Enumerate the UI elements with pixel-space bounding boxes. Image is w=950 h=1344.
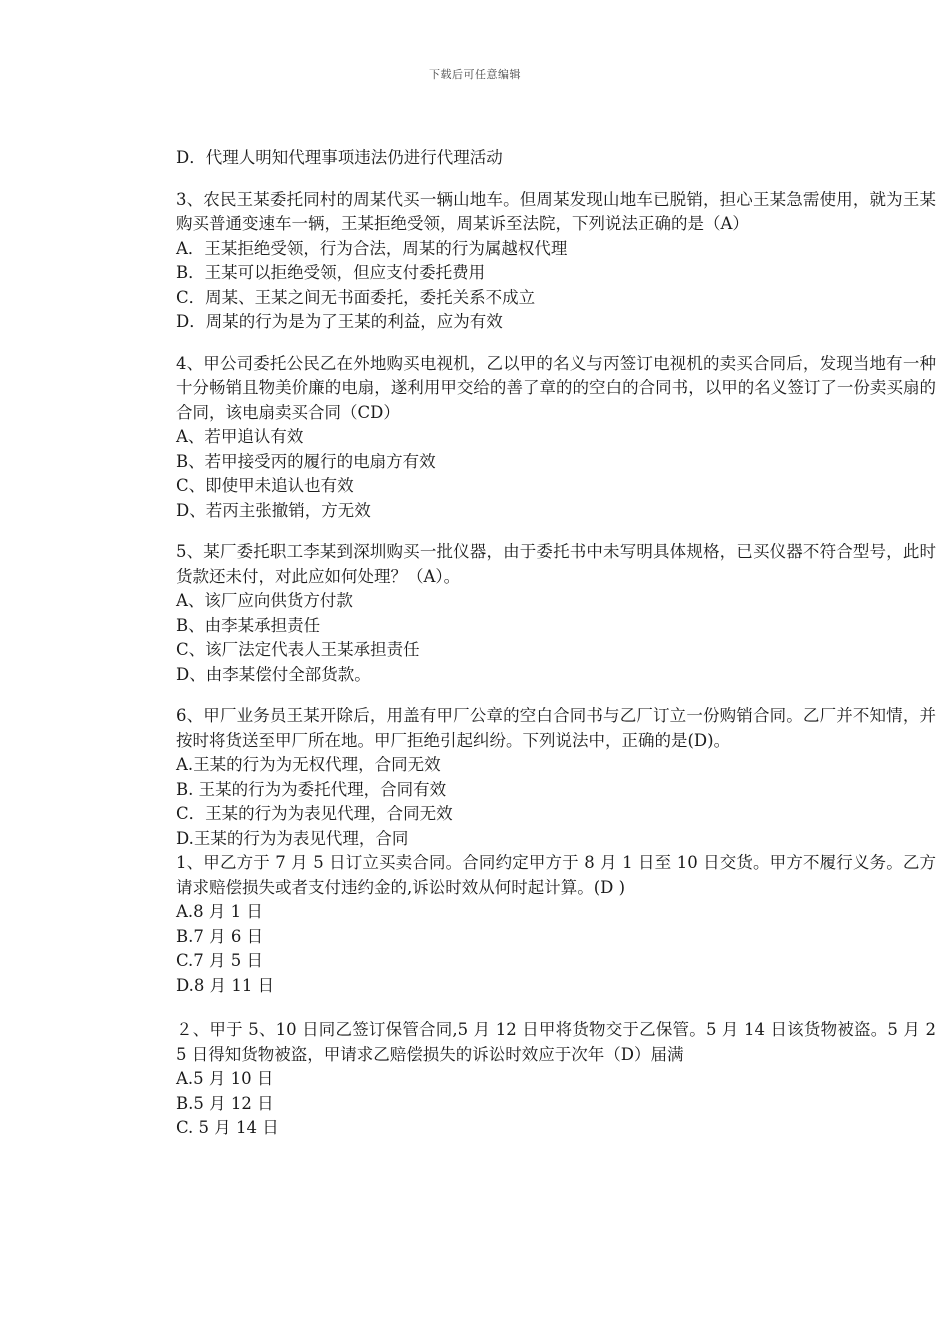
option-a: A．王某拒绝受领，行为合法，周某的行为属越权代理	[176, 238, 568, 258]
option-c: C. 5 月 14 日	[176, 1118, 279, 1137]
option-c: C.7 月 5 日	[176, 951, 264, 970]
option-c: C、该厂法定代表人王某承担责任	[176, 640, 420, 659]
page-header: 下载后可任意编辑	[429, 68, 521, 81]
option-c: C．周某、王某之间无书面委托，委托关系不成立	[176, 287, 536, 307]
option-d: D、若丙主张撤销，方无效	[176, 500, 371, 520]
option-b: B、由李某承担责任	[176, 615, 321, 635]
option-d: D．周某的行为是为了王某的利益，应为有效	[176, 312, 503, 331]
question-r2: ２、甲于 5、10 日同乙签订保管合同,5 月 12 日甲将货物交于乙保管。5 月 14 日该货物被盗。5 月 25 日得知货物被盗，甲请求乙赔偿损失的诉讼时效应于次年（D）届满	[176, 1020, 936, 1064]
option-a: A.8 月 1 日	[176, 902, 263, 921]
option-a: A.5 月 10 日	[176, 1069, 274, 1088]
option-b: B.7 月 6 日	[176, 926, 264, 946]
option-d: D.8 月 11 日	[176, 975, 275, 995]
option-b: B. 王某的行为为委托代理，合同有效	[176, 779, 447, 799]
question-3: 3、农民王某委托同村的周某代买一辆山地车。但周某发现山地车已脱销，担心王某急需使用，就为王某购买普通变速车一辆，王某拒绝受领，周某诉至法院，下列说法正确的是（A）	[176, 189, 936, 233]
question-4: 4、甲公司委托公民乙在外地购买电视机，乙以甲的名义与丙签订电视机的卖买合同后，发现当地有一种十分畅销且物美价廉的电扇，遂利用甲交给的善了章的的空白的合同书，以甲的名义签订了一份卖买扇的合同，该电扇卖买合同（CD）	[176, 353, 936, 422]
option-a: A、该厂应向供货方付款	[176, 591, 353, 610]
question-6: 6、甲厂业务员王某开除后，用盖有甲厂公章的空白合同书与乙厂订立一份购销合同。乙厂并不知情，并按时将货送至甲厂所在地。甲厂拒绝引起纠纷。下列说法中，正确的是(D)。	[176, 706, 936, 750]
option-a: A.王某的行为为无权代理，合同无效	[176, 755, 441, 774]
option-b: B、若甲接受丙的履行的电扇方有效	[176, 451, 436, 471]
option-b: B.5 月 12 日	[176, 1093, 274, 1113]
option-c: C．王某的行为为表见代理，合同无效	[176, 804, 453, 823]
question-r1: 1、甲乙方于 7 月 5 日订立买卖合同。合同约定甲方于 8 月 1 日至 10 日交货。甲方不履行义务。乙方请求赔偿损失或者支付违约金的,诉讼时效从何时起计算。(D )	[176, 853, 936, 897]
option-d: D、由李某偿付全部货款。	[176, 664, 371, 684]
document-body	[176, 146, 936, 1141]
option-line: D．代理人明知代理事项违法仍进行代理活动	[176, 148, 503, 167]
option-b: B．王某可以拒绝受领，但应支付委托费用	[176, 263, 486, 282]
option-c: C、即使甲未追认也有效	[176, 476, 354, 495]
question-5: 5、某厂委托职工李某到深圳购买一批仪器，由于委托书中未写明具体规格，已买仪器不符合型号，此时货款还未付，对此应如何处理？（A）。	[176, 542, 936, 586]
option-a: A、若甲追认有效	[176, 427, 304, 446]
option-d: D.王某的行为为表见代理，合同	[176, 828, 409, 848]
